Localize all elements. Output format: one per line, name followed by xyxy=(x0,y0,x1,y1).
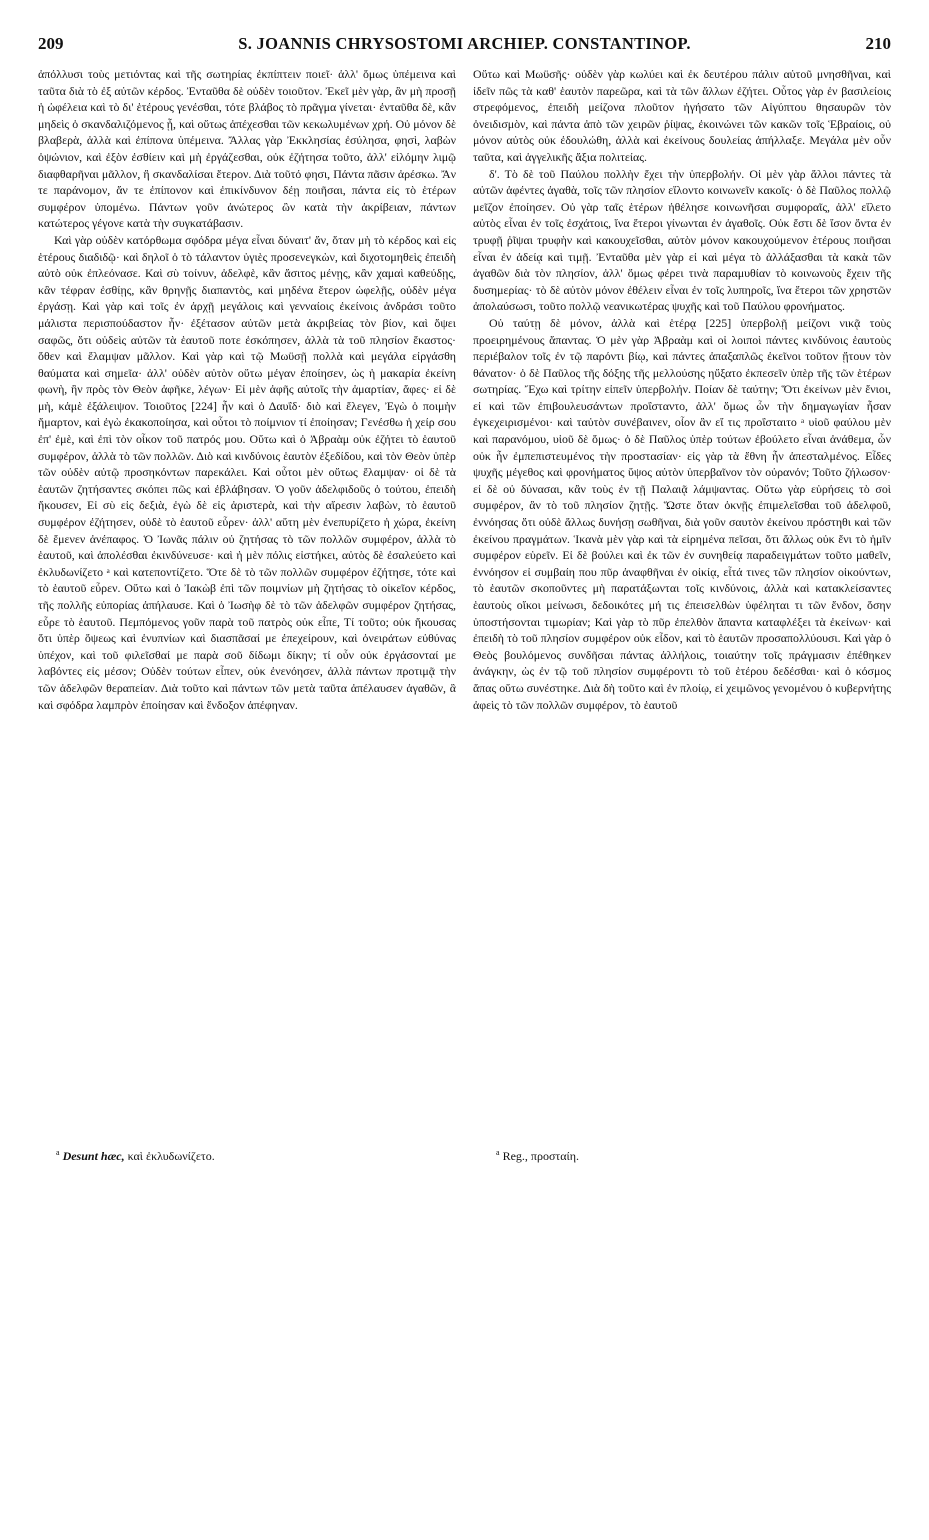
footnote-text: καὶ ἐκλυδωνίζετο. xyxy=(127,1149,215,1163)
footnote-right xyxy=(496,1148,579,1164)
paragraph: Οὐ ταύτῃ δὲ μόνον, ἀλλὰ καὶ ἑτέρᾳ [225] ὑπερβολῇ μείζονι νικᾷ τοὺς προειρημένους ἅπαντας. Ὁ μὲν γὰρ Ἀβραὰμ καὶ οἱ λοιποὶ πάντες κινδύνοις ἑαυτοὺς περιέβαλον τοῖς ἐν τῷ παρόντι βίῳ, καὶ πάντες ἀπαξαπλῶς ἐκεῖνοι τοῦτον ᾔτουν τὸν θάνατον· ὁ δὲ Παῦλος τῆς δόξης τῆς μελλούσης ηὔξατο ἐκπεσεῖν ὑπὲρ τῆς τῶν ἑτέρων σωτηρίας. Ἔχω καὶ τρίτην εἰπεῖν ὑπερβολήν. Ποίαν δὲ ταύτην; Ὅτι ἐκείνων μὲν ἔνιοι, εἰ καὶ τῶν ἐπιβουλευσάντων προΐσταντο, ἀλλ' ὅμως ὧν τὴν δημαγωγίαν ἦσαν ἐγκεχειρισμένοι· καὶ ταὐτὸν συνέβαινεν, οἷον ἂν εἴ τις προΐσταιτο ᵃ υἱοῦ φαύλου μὲν καὶ παρανόμου, υἱοῦ δὲ ὅμως· ὁ δὲ Παῦλος ὑπὲρ τούτων ἐβούλετο εἶναι ἀνάθεμα, ὧν οὐκ ἦν ἐμπεπιστευμένος τὴν προστασίαν· εἰς γὰρ τὰ ἔθνη ἦν ἀπεσταλμένος. Εἶδες ψυχῆς μέγεθος καὶ φρονήματος ὕψος αὐτὸν ὑπερβαῖνον τὸν οὐρανόν; Τοῦτο ζήλωσον· εἰ δὲ οὐ δύνασαι, κἂν τοὺς ἐν τῇ Παλαιᾷ λάμψαντας. Οὕτω γὰρ εὑρήσεις τὸ σοὶ συμφέρον, ἂν τὸ τοῦ πλησίον ζητῇς. Ὥστε ὅταν ὀκνῇς ἐπιμελεῖσθαι τοῦ ἀδελφοῦ, ἐννόησας ὅτι οὐδὲ ἄλλως δυνήσῃ σωθῆναι, διὰ γοῦν σαυτὸν ἐκείνου πρόστηθι καὶ τῶν ἐκείνου πραγμάτων. Ἱκανὰ μὲν γὰρ καὶ τὰ εἰρημένα πεῖσαι, ὅτι ἄλλως οὐκ ἔνι τὸ ἡμῖν συμφέρον εὑρεῖν. Εἰ δὲ βούλει καὶ ἐκ τῶν ἐν συνηθείᾳ παραδειγμάτων τοῦτο μαθεῖν, ἐννόησον εἰ συμβαίη που πῦρ ἀναφθῆναι ἐν οἰκίᾳ, εἶτά τινες τῶν πλησίον οἰκούντων, τὸ ἑαυτῶν σκοποῦντες μὴ παρατάξωνται τοῖς κινδύνοις, ἀλλὰ καὶ κατακλείσαντες ἑαυτοὺς οἴκοι μείνωσι, δεδοικότες μή τις ἐπεισελθὼν ὑφέληται τι τῶν ἔνδον, ὅσην ὑποστήσονται τιμωρίαν; Καὶ γὰρ τὸ πῦρ ἐπελθὸν ἅπαντα καταφλέξει τὰ ἐκείνων· καὶ ἐπειδὴ τὸ τοῦ πλησίον συμφέρον οὐκ εἶδον, καὶ τὸ ἑαυτῶν προσαπολλύουσι. Καὶ γὰρ ὁ Θεὸς βουλόμενος συνδῆσαι πάντας ἀλλήλοις, τοιαύτην τοῖς πράγμασιν ἐπέθηκεν ἀνάγκην, ὡς ἐν τῷ τοῦ πλησίον συμφέροντι τὸ τοῦ ἑτέρου δεδέσθαι· καὶ ὁ κόσμος ἅπας οὕτω συνέστηκε. Διὰ δὴ τοῦτο καὶ ἐν πλοίῳ, εἰ χειμῶνος γενομένου ὁ κυβερνήτης ἀφεὶς τὸ τῶν πολλῶν συμφέρον, τὸ ἑαυτοῦ xyxy=(473,315,891,712)
running-title: S. JOANNIS CHRYSOSTOMI ARCHIEP. CONSTANTINOP. xyxy=(238,34,691,53)
page-number-right: 210 xyxy=(865,34,891,53)
footnote-italic: Desunt hæc, xyxy=(62,1149,125,1163)
footnote-text: Reg., προσταίη. xyxy=(502,1149,580,1163)
page-number-left: 209 xyxy=(38,34,64,53)
right-column xyxy=(473,66,891,1128)
footnotes xyxy=(38,1148,891,1188)
paragraph: δ'. Τὸ δὲ τοῦ Παύλου πολλὴν ἔχει τὴν ὑπερβολήν. Οἱ μὲν γὰρ ἄλλοι πάντες τὰ αὐτῶν ἀφέντες ἀγαθὰ, τοῖς τῶν πλησίον εἵλοντο κοινωνεῖν κακοῖς· ὁ δὲ Παῦλος πολλῷ μεῖζον ἐποίησεν. Οὐ γὰρ ταῖς ἑτέρων ἠθέλησε κοινωνῆσαι συμφοραῖς, ἀλλ' εἵλετο αὐτὸς εἶναι ἐν τοῖς ἐσχάτοις, ἵνα ἕτεροι γίνωνται ἐν ἀγαθοῖς. Οὐκ ἔστι δὲ ἴσον ὄντα ἐν τρυφῇ ῥῖψαι τρυφὴν καὶ κακουχεῖσθαι, αὐτὸν μόνον κακουχούμενον ἑτέρους ποιῆσαι εἶναι ἐν ἀδείᾳ καὶ τιμῇ. Ἐνταῦθα μὲν γὰρ εἰ καὶ μέγα τὸ ἀλλάξασθαι τὰ κακὰ τῶν ἀγαθῶν διὰ τὸν πλησίον, ἀλλ' ὅμως φέρει τινὰ παραμυθίαν τὸ κοινωνοὺς ἔχειν τῆς δυσημερίας· τὸ δὲ αὐτὸν μόνον ἐθέλειν εἶναι ἐν τοῖς λυπηροῖς, ἵνα ἕτεροι τῶν χρηστῶν ἀπολαύσωσι, τοῦτο πολλῷ νεανικωτέρας ψυχῆς καὶ τοῦ Παύλου φρονήματος. xyxy=(473,166,891,314)
footnote-marker: a xyxy=(56,1148,60,1157)
running-header xyxy=(38,34,891,60)
footnote-marker: a xyxy=(496,1148,500,1157)
left-column xyxy=(38,66,456,1128)
footnote-left xyxy=(56,1148,215,1164)
paragraph: ἀπόλλυσι τοὺς μετιόντας καὶ τῆς σωτηρίας ἐκπίπτειν ποιεῖ· ἀλλ' ὅμως ὑπέμεινα καὶ ταῦτα διὰ τὸ ἐξ αὐτῶν κέρδος. Ἐνταῦθα δὲ οὐδὲν τοιοῦτον. Ἐκεῖ μὲν γὰρ, ἂν μὴ προσῇ ἡ ὠφέλεια καὶ τὸ δι' ἑτέρους γενέσθαι, τότε βλάβος τὸ πρᾶγμα γίνεται· ἐνταῦθα δὲ, κἂν μηδεὶς ὁ σκανδαλιζόμενος ᾖ, καὶ οὕτως ἀπέχεσθαι τῶν κεκωλυμένων χρή. Οὐ μόνον δὲ βλαβερὰ, ἀλλὰ καὶ ἐπίπονα ὑπέμεινα. Ἄλλας γὰρ Ἐκκλησίας ἐσύλησα, φησὶ, λαβὼν ὀψώνιον, καὶ ἐξὸν ἐσθίειν καὶ μὴ ἐργάζεσθαι, οὐκ ἐζήτησα τοῦτο, ἀλλ' εἱλόμην λιμῷ διαφθαρῆναι μᾶλλον, ἢ σκανδαλίσαι ἕτερον. Διὰ τοῦτό φησι, Πάντα πᾶσιν ἀρέσκω. Ἄν τε παράνομον, ἄν τε ἐπίπονον καὶ ἐπικίνδυνον δέῃ ποιῆσαι, πάντα εἰς τὸ ἑτέρων συμφέρον ὑπομένω. Πάντων γοῦν ἀνώτερος ὢν κατὰ τὴν ἀκρίβειαν, πάντων κατώτερος γέγονε κατὰ τὴν συγκατάβασιν. xyxy=(38,67,456,231)
paragraph: Οὕτω καὶ Μωϋσῆς· οὐδὲν γὰρ κωλύει καὶ ἐκ δευτέρου πάλιν αὐτοῦ μνησθῆναι, καὶ ἰδεῖν πῶς τὰ καθ' ἑαυτὸν παρεῶρα, καὶ τὰ τῶν ἄλλων ἐζήτει. Οὗτος γὰρ ἐν βασιλείοις στρεφόμενος, ἐπειδὴ μείζονα πλοῦτον ἡγήσατο τῶν Αἰγύπτου θησαυρῶν τὸν ὀνειδισμὸν, καὶ πάντα ἀπὸ τῶν χειρῶν ῥίψας, ἐκοινώνει τῶν κακῶν τοῖς Ἑβραίοις, οὐ μόνον αὐτὸς οὐκ ἐδουλώθη, ἀλλὰ καὶ ἐκείνους δουλείας ἀπήλλαξε. Μεγάλα μὲν οὖν ταῦτα, καὶ ἀγγελικῆς ἄξια πολιτείας. xyxy=(473,67,891,164)
paragraph: Καὶ γὰρ οὐδὲν κατόρθωμα σφόδρα μέγα εἶναι δύναιτ' ἄν, ὅταν μὴ τὸ κέρδος καὶ εἰς ἑτέρους διαδιδῷ· καὶ δηλοῖ ὁ τὸ τάλαντον ὑγιὲς προσενεγκὼν, καὶ διχοτομηθεὶς ἐπειδὴ αὐτὸ οὐκ ἐπλεόνασε. Καὶ σὺ τοίνυν, ἀδελφὲ, κἂν ἄσιτος μένῃς, κἂν χαμαὶ καθεύδῃς, κἂν τέφραν ἐσθίῃς, κἂν θρηνῇς διαπαντὸς, καὶ μηδένα ἕτερον ὠφελῇς, οὐδὲν μέγα ἐργάσῃ. Καὶ γὰρ καὶ τοῖς ἐν ἀρχῇ μεγάλοις καὶ γενναίοις ἐκείνοις ἀνδράσι τοῦτο μάλιστα περισπούδαστον ἦν· ἐξέτασον αὐτῶν μετὰ ἀκριβείας τὸν βίον, καὶ ὄψει σαφῶς, ὅτι οὐδεὶς αὐτῶν τὰ ἑαυτοῦ ποτε ἐσκόπησεν, ἀλλὰ τὰ τοῦ πλησίον ἕκαστος· ὅθεν καὶ ἔλαμψαν μᾶλλον. Καὶ γὰρ καὶ τῷ Μωϋσῇ πολλὰ καὶ μεγάλα εἰργάσθη θαύματα καὶ σημεῖα· ἀλλ' οὐδὲν αὐτὸν οὕτω μέγαν ἐποίησεν, ὡς ἡ μακαρία ἐκείνη φωνὴ, ἣν πρὸς τὸν Θεὸν ἀφῆκε, λέγων· Εἰ μὲν ἀφῆς αὐτοῖς τὴν ἁμαρτίαν, ἄφες· εἰ δὲ μὴ, κἀμὲ ἐξάλειψον. Τοιοῦτος [224] ἦν καὶ ὁ Δαυΐδ· διὸ καὶ ἔλεγεν, Ἐγὼ ὁ ποιμὴν ἥμαρτον, καὶ ἐγὼ ἐκακοποίησα, καὶ οὗτοι τὸ ποίμνιον τί ἐποίησαν; Γενέσθω ἡ χείρ σου ἐπ' ἐμὲ, καὶ ἐπὶ τὸν οἶκον τοῦ πατρός μου. Οὕτω καὶ ὁ Ἀβραὰμ οὐκ ἐζήτει τὸ ἑαυτοῦ συμφέρον, ἀλλὰ τὸ τῶν πολλῶν. Διὸ καὶ κινδύνοις ἑαυτὸν ἐξεδίδου, καὶ τὸν Θεὸν ὑπὲρ τῶν οὐδὲν αὐτῷ προσηκόντων παρεκάλει. Καὶ οὗτοι μὲν οὕτως ἔλαμψαν· οἱ δὲ τὰ ἑαυτῶν ζητήσαντες σκόπει πῶς καὶ ἐβλάβησαν. Ὁ γοῦν ἀδελφιδοῦς ὁ τούτου, ἐπειδὴ ἤκουσεν, Εἰ σὺ εἰς δεξιὰ, ἐγὼ δὲ εἰς ἀριστερὰ, καὶ τὴν αἵρεσιν λαβὼν, τὸ ἑαυτοῦ συμφέρον ἐζήτησεν, οὐδὲ τὸ ἑαυτοῦ εὗρεν· ἀλλ' αὕτη μὲν ἐνεπυρίζετο ἡ χώρα, ἐκείνη δὲ ἔμενεν ἀνέπαφος. Ὁ Ἰωνᾶς πάλιν οὐ ζητήσας τὸ τῶν πολλῶν συμφέρον, ἀλλὰ τὸ ἑαυτοῦ, καὶ ἀπολέσθαι ἐκινδύνευσε· καὶ ἡ μὲν πόλις εἱστήκει, αὐτὸς δὲ ἐσαλεύετο καὶ ἐκλυδωνίζετο ᵃ καὶ κατεποντίζετο. Ὅτε δὲ τὸ τῶν πολλῶν συμφέρον ἐζήτησε, τότε καὶ τὸ ἑαυτοῦ εὗρεν. Οὕτω καὶ ὁ Ἰακὼβ ἐπὶ τῶν ποιμνίων μὴ ζητήσας τὸ οἰκεῖον κέρδος, τῆς πολλῆς εὐπορίας ἀπήλαυσε. Καὶ ὁ Ἰωσὴφ δὲ τὸ τῶν ἀδελφῶν συμφέρον ζητήσας, εὗρε τὸ ἑαυτοῦ. Πεμπόμενος γοῦν παρὰ τοῦ πατρὸς οὐκ εἶπε, Τί τοῦτο; οὐκ ἤκουσας ὅτι ὑπὲρ ὄψεως καὶ ἐνυπνίων καὶ διασπᾶσαί με ἐπεχείρουν, καὶ ὀνειράτων εὐθύνας ὑπέχον, καὶ τοῦ φιλεῖσθαί με παρὰ σοῦ δίδωμι δίκην; τί οὖν οὐκ ἐργάσονταί με λαβόντες εἰς μέσον; Οὐδὲν τούτων εἶπεν, οὐκ ἐνενόησεν, ἀλλὰ πάντων προτιμᾷ τὴν τῶν ἀδελφῶν θεραπείαν. Διὰ τοῦτο καὶ πάντων τῶν μετὰ ταῦτα ἀπέλαυσεν ἀγαθῶν, ἃ καὶ σφόδρα λαμπρὸν ἐποίησαν καὶ ἔνδοξον ἀπέφηναν. xyxy=(38,232,456,712)
